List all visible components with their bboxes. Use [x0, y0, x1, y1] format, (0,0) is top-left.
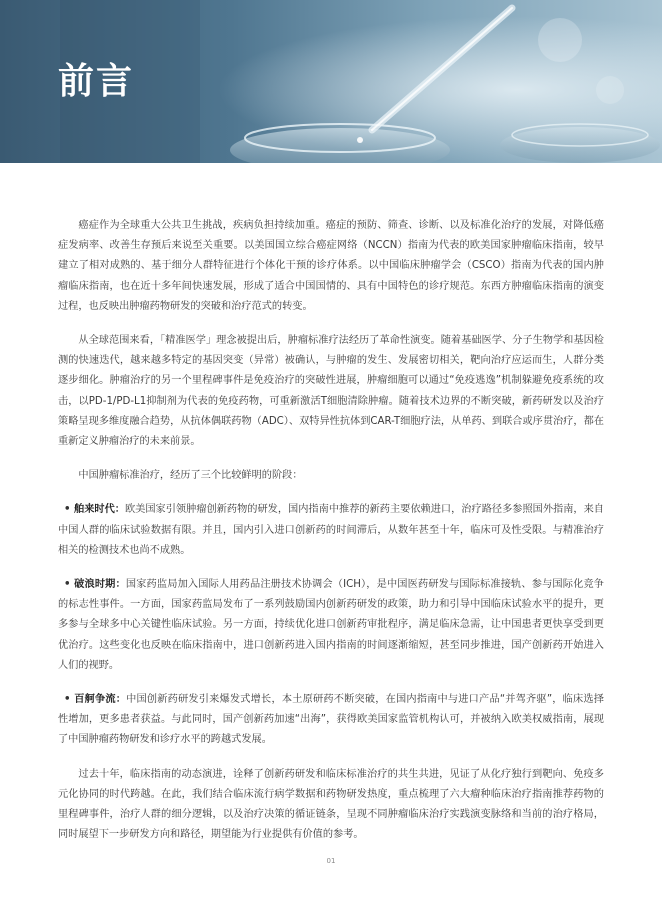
stages-intro-paragraph: 中国肿瘤标准治疗，经历了三个比较鲜明的阶段：: [78, 470, 303, 482]
preface-body: [58, 216, 604, 859]
stage-item-breakthrough: [58, 575, 604, 676]
precision-medicine-paragraph: 从全球范围来看，「精准医学」理念被提出后，肿瘤标准疗法经历了革命性演变。随着基础医学、分子生物学和基因检测的快速迭代，越来越多特定的基因突变（异常）被确认，与肿瘤的发生、发展密切相关，靶向治疗应运而生，人群分类逐步细化。肿瘤治疗的另一个里程碑事件是免疫治疗的突破性进展，肿瘤细胞可以通过“免疫逃逸”机制躲避免疫系统的攻击，以PD-1/PD-L1抑制剂为代表的免疫药物，可重新激活T细胞清除肿瘤。随着技术边界的不断突破，新药研发以及治疗策略呈现多维度融合趋势，从抗体偶联药物（ADC）、双特异性抗体到CAR-T细胞疗法，从单药、到联合或序贯治疗，都在重新定义肿瘤治疗的未来前景。: [58, 335, 604, 448]
intro-paragraph: 癌症作为全球重大公共卫生挑战，疾病负担持续加重。癌症的预防、筛查、诊断、以及标准化治疗的发展，对降低癌症发病率、改善生存预后来说至关重要。以美国国立综合癌症网络（NCCN）指南为代表的欧美国家肿瘤临床指南，较早建立了相对成熟的、基于细分人群特征进行个体化干预的诊疗体系。以中国临床肿瘤学会（CSCO）指南为代表的国内肿瘤临床指南，也在近十多年间快速发展，形成了适合中国国情的、具有中国特色的诊疗规范。东西方肿瘤临床指南的演变过程，也反映出肿瘤药物研发的突破和治疗范式的转变。: [58, 220, 604, 312]
stage-term: 百舸争流：: [74, 694, 127, 706]
stage-item-competition: [58, 690, 604, 751]
stage-description: 欧美国家引领肿瘤创新药物的研发，国内指南中推荐的新药主要依赖进口，治疗路径多参照国外指南，来自中国人群的临床试验数据有限。并且，国内引入进口创新药的时间滞后，从数年甚至十年，临床可及性受限。与精准治疗相关的检测技术也尚不成熟。: [58, 504, 604, 556]
stage-term: 舶来时代：: [74, 504, 125, 516]
stage-item-import-era: [58, 500, 604, 561]
bullet-dot-icon: •: [64, 694, 71, 706]
page-number: 01: [326, 857, 336, 865]
bullet-dot-icon: •: [64, 579, 71, 591]
closing-paragraph: 过去十年，临床指南的动态演进，诠释了创新药研发和临床标准治疗的共生共进，见证了从化疗独行到靶向、免疫多元化协同的时代跨越。在此，我们结合临床流行病学数据和药物研发热度，重点梳理了六大瘤种临床治疗指南推荐药物的里程碑事件，治疗人群的细分逻辑，以及治疗决策的循证链条，呈现不同肿瘤临床治疗实践演变脉络和当前的治疗格局，同时展望下一步研发方向和路径，期望能为行业提供有价值的参考。: [58, 768, 604, 841]
header-banner: [0, 0, 662, 163]
stage-description: 中国创新药研发引来爆发式增长，本土原研药不断突破，在国内指南中与进口产品“并驾齐驱”，临床选择性增加，更多患者获益。与此同时，国产创新药加速“出海”，获得欧美国家监管机构认可，并被纳入欧美权威指南，展现了中国肿瘤药物研发和诊疗水平的跨越式发展。: [58, 694, 604, 746]
stage-term: 破浪时期：: [74, 579, 126, 591]
stage-description: 国家药监局加入国际人用药品注册技术协调会（ICH），是中国医药研发与国际标准接轨、参与国际化竞争的标志性事件。一方面，国家药监局发布了一系列鼓励国内创新药研发的政策，助力和引导中国临床试验水平的提升，更多参与全球多中心关键性临床试验。另一方面，持续优化进口创新药审批程序，满足临床急需，让中国患者更快享受到更优治疗。这些变化也反映在临床指南中，进口创新药进入国内指南的时间逐渐缩短，甚至同步推进，国产创新药开始进入人们的视野。: [58, 579, 604, 671]
page-title: 前言: [58, 61, 135, 102]
bullet-dot-icon: •: [64, 504, 71, 516]
